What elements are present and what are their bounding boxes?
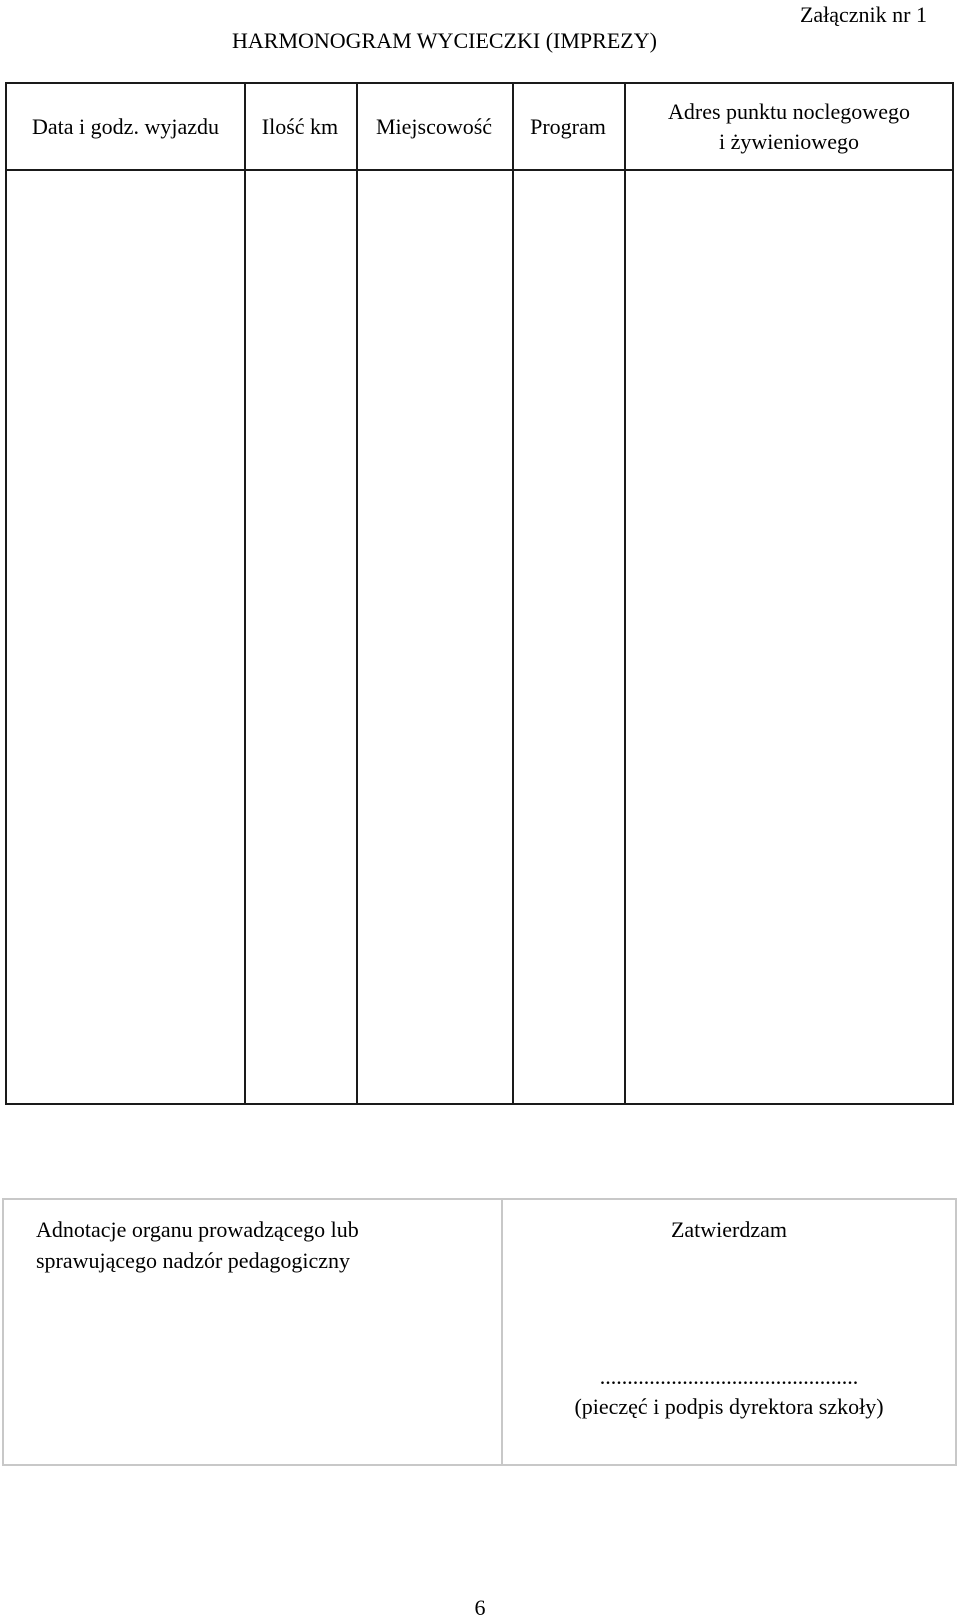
header-program: Program <box>530 113 606 139</box>
column-divider <box>624 84 626 1103</box>
header-address <box>624 84 954 169</box>
column-divider <box>244 84 246 1103</box>
signature-caption: (pieczęć i podpis dyrektora szkoły) <box>574 1394 884 1419</box>
schedule-table <box>5 82 954 1105</box>
annotation-line2: sprawującego nadzór pedagogiczny <box>36 1248 350 1273</box>
header-date-time: Data i godz. wyjazdu <box>32 113 219 139</box>
header-address-line1: Adres punktu noclegowego <box>668 98 910 124</box>
header-km: Ilość km <box>261 113 339 139</box>
header-address-line2: i żywieniowego <box>719 128 859 154</box>
signature-dots: ............................................... <box>599 1364 859 1389</box>
approve-label: Zatwierdzam <box>670 1217 788 1242</box>
annex-label: Załącznik nr 1 <box>799 2 927 27</box>
approval-box <box>2 1198 957 1466</box>
annotation-line1: Adnotacje organu prowadzącego lub <box>36 1217 359 1242</box>
header-row-divider <box>7 169 952 171</box>
column-divider <box>512 84 514 1103</box>
page-number: 6 <box>474 1595 486 1620</box>
document-title: HARMONOGRAM WYCIECZKI (IMPREZY) <box>232 28 657 53</box>
signature-block <box>503 1362 955 1422</box>
header-locality: Miejscowość <box>375 113 493 139</box>
annotation-label <box>36 1214 476 1276</box>
column-divider <box>356 84 358 1103</box>
